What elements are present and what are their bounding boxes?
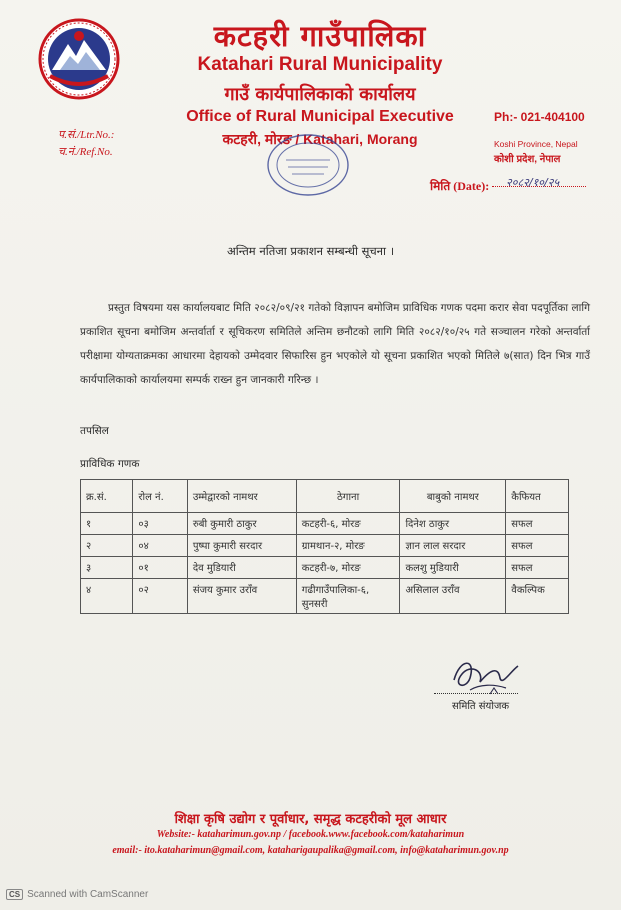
results-table — [80, 479, 569, 614]
cell-serial-number: २ — [81, 535, 133, 557]
cell-remark: सफल — [506, 513, 569, 535]
cell-father-name: असिलाल उराँव — [400, 579, 506, 614]
header-candidate-name: उम्मेद्वारको नामथर — [187, 480, 296, 513]
cell-candidate-name: रुबी कुमारी ठाकुर — [187, 513, 296, 535]
cell-address: कटहरी-७, मोरङ — [296, 557, 400, 579]
municipality-emblem-icon — [38, 18, 120, 100]
scanner-watermark — [6, 889, 148, 900]
cell-serial-number: ४ — [81, 579, 133, 614]
table-row — [81, 557, 569, 579]
notice-paragraph-text: प्रस्तुत विषयमा यस कार्यालयबाट मिति २०८२/०९/२१ गतेको विज्ञापन बमोजिम प्राविधिक गणक पदमा करार सेवा पदपूर्तिका लागि प्रकाशित सूचना बमोजिम अन्तर्वार्ता र सूचिकरण समितिले अन्तिम छनौटको लागि मिति २०८२/१०/२५ गते सञ्चालन गरेको अन्तर्वार्ता परीक्षामा योग्यताक्रमका आधारमा देहायको उम्मेदवार सिफारिस हुन भएकोले यो सूचना प्रकाशित भएको मितिले ७(सात) दिन भित्र गाउँ कार्यपालिकाको कार्यालयमा सम्पर्क राख्न हुन जानकारी गरिन्छ । — [80, 302, 590, 386]
cell-roll-number: ०२ — [133, 579, 187, 614]
footer-email: email:- ito.kataharimun@gmail.com, katahari​gaupalika@gmail.com, info@kataharimun.gov.np — [112, 845, 509, 856]
header-father-name: बाबुको नामथर — [400, 480, 506, 513]
cell-address: गढीगाउँपालिका-६, सुनसरी — [296, 579, 400, 614]
province-nepali: कोशी प्रदेश, नेपाल — [494, 154, 561, 165]
office-address: कटहरी, मोरङ / Katahari, Morang — [222, 131, 418, 147]
position-label: प्राविधिक गणक — [80, 458, 140, 470]
cell-address: कटहरी-६, मोरङ — [296, 513, 400, 535]
reference-number-label: च.नं./Ref.No. — [58, 146, 113, 158]
footer-website: Website:- kataharimun.gov.np / facebook.www.facebook.com/kataharimun — [156, 829, 465, 840]
municipality-name-nepali: कटहरी गाउँपालिका — [213, 19, 427, 53]
cell-candidate-name: देव मुडियारी — [187, 557, 296, 579]
date-label: मिति (Date): — [430, 179, 490, 193]
municipality-name-english: Katahari Rural Municipality — [197, 54, 443, 75]
tapsil-label: तपसिल — [80, 425, 109, 437]
signatory-title: समिति संयोजक — [452, 701, 510, 712]
office-stamp-icon — [262, 130, 354, 200]
office-name-nepali: गाउँ कार्यपालिकाको कार्यालय — [224, 84, 416, 105]
cell-father-name: कलशु मुडियारी — [400, 557, 506, 579]
header-serial-number: क्र.सं. — [81, 480, 133, 513]
cell-roll-number: ०३ — [133, 513, 187, 535]
office-name-english: Office of Rural Municipal Executive — [186, 108, 454, 125]
cell-serial-number: १ — [81, 513, 133, 535]
letter-number-label: प.सं./Ltr.No.: — [58, 129, 115, 141]
province-english: Koshi Province, Nepal — [494, 139, 578, 149]
cell-candidate-name: संजय कुमार उराँव — [187, 579, 296, 614]
cell-father-name: दिनेश ठाकुर — [400, 513, 506, 535]
camscanner-logo-icon: CS — [6, 889, 23, 900]
header-roll-number: रोल नं. — [133, 480, 187, 513]
cell-candidate-name: पुष्पा कुमारी सरदार — [187, 535, 296, 557]
scanner-watermark-text: Scanned with CamScanner — [27, 889, 149, 900]
date-value: २०८२/१०/२५ — [506, 176, 560, 189]
cell-serial-number: ३ — [81, 557, 133, 579]
header-address: ठेगाना — [296, 480, 400, 513]
cell-roll-number: ०४ — [133, 535, 187, 557]
footer-motto: शिक्षा कृषि उद्योग र पूर्वाधार, समृद्ध कटहरीको मूल आधार — [174, 812, 447, 827]
phone-number: Ph:- 021-404100 — [494, 110, 585, 124]
notice-paragraph — [80, 296, 590, 392]
notice-subject: अन्तिम नतिजा प्रकाशन सम्बन्धी सूचना । — [226, 244, 395, 258]
table-header-row — [81, 480, 569, 513]
cell-roll-number: ०१ — [133, 557, 187, 579]
table-row — [81, 535, 569, 557]
cell-father-name: ज्ञान लाल सरदार — [400, 535, 506, 557]
cell-address: ग्रामथान-२, मोरङ — [296, 535, 400, 557]
signature-dotted-line — [434, 693, 518, 694]
header-remark: कैफियत — [506, 480, 569, 513]
cell-remark: वैकल्पिक — [506, 579, 569, 614]
cell-remark: सफल — [506, 535, 569, 557]
table-row — [81, 513, 569, 535]
cell-remark: सफल — [506, 557, 569, 579]
table-row — [81, 579, 569, 614]
